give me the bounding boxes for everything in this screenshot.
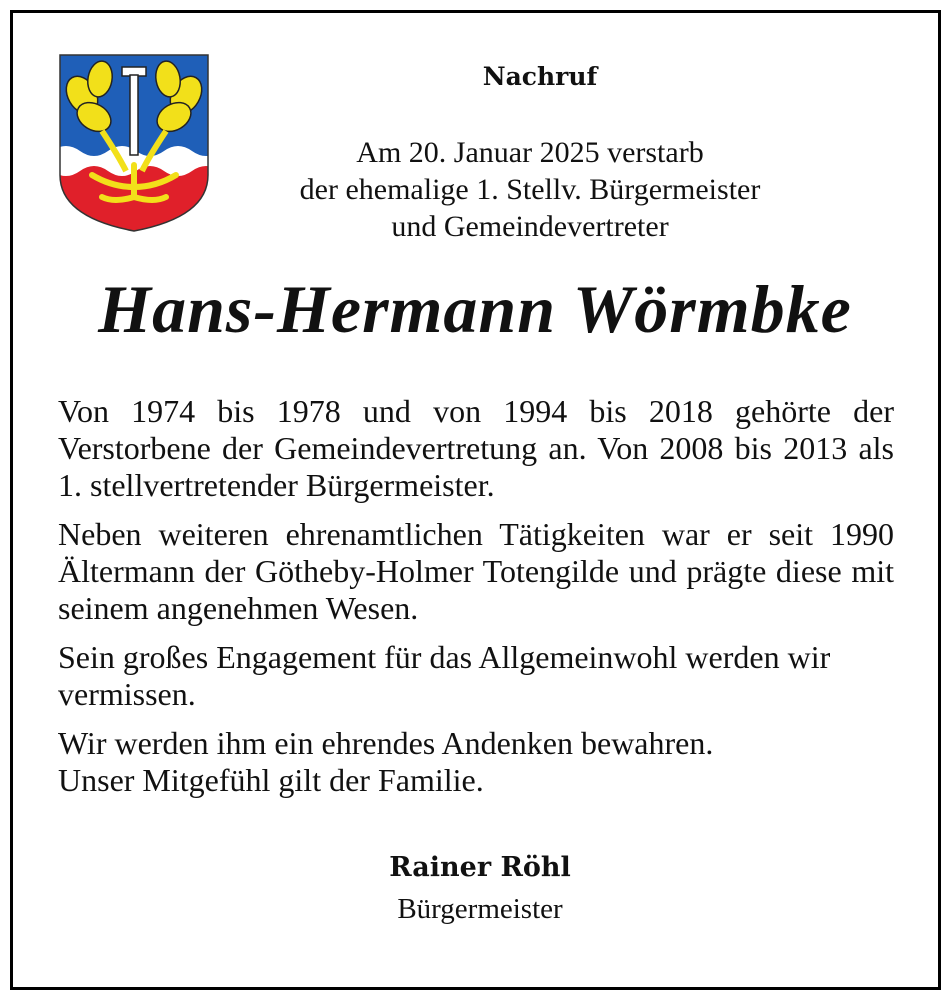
- body-line: Unser Mitgefühl gilt der Familie.: [58, 762, 484, 798]
- intro-line: und Gemeindevertreter: [391, 210, 669, 243]
- obituary-heading: Nachruf: [482, 62, 598, 91]
- intro-line: der ehemalige 1. Stellv. Bürgermeister: [299, 173, 761, 206]
- coat-of-arms-icon: [52, 47, 216, 235]
- signatory-role: Bürgermeister: [397, 893, 563, 925]
- obituary-body: [58, 393, 894, 799]
- intro-line: Am 20. Januar 2025 verstarb: [356, 136, 704, 169]
- deceased-name: Hans-Hermann Wörmbke: [98, 271, 852, 347]
- body-paragraph: Von 1974 bis 1978 und von 1994 bis 2018 gehörte der Verstorbene der Gemeindevertretung an. Von 2008 bis 2013 als 1. stellvertretender Bürgermeister.: [58, 393, 894, 503]
- body-paragraph: Sein großes Engagement für das Allgemeinwohl werden wir vermissen.: [58, 639, 831, 712]
- body-line: Wir werden ihm ein ehrendes Andenken bewahren.: [58, 725, 714, 761]
- body-paragraph: Neben weiteren ehrenamtlichen Tätigkeiten war er seit 1990 Ältermann der Götheby-Holmer Totengilde und prägte diese mit seinem angenehmen Wesen.: [58, 516, 894, 626]
- signatory-name: Rainer Röhl: [389, 852, 571, 883]
- intro-text: [220, 134, 840, 245]
